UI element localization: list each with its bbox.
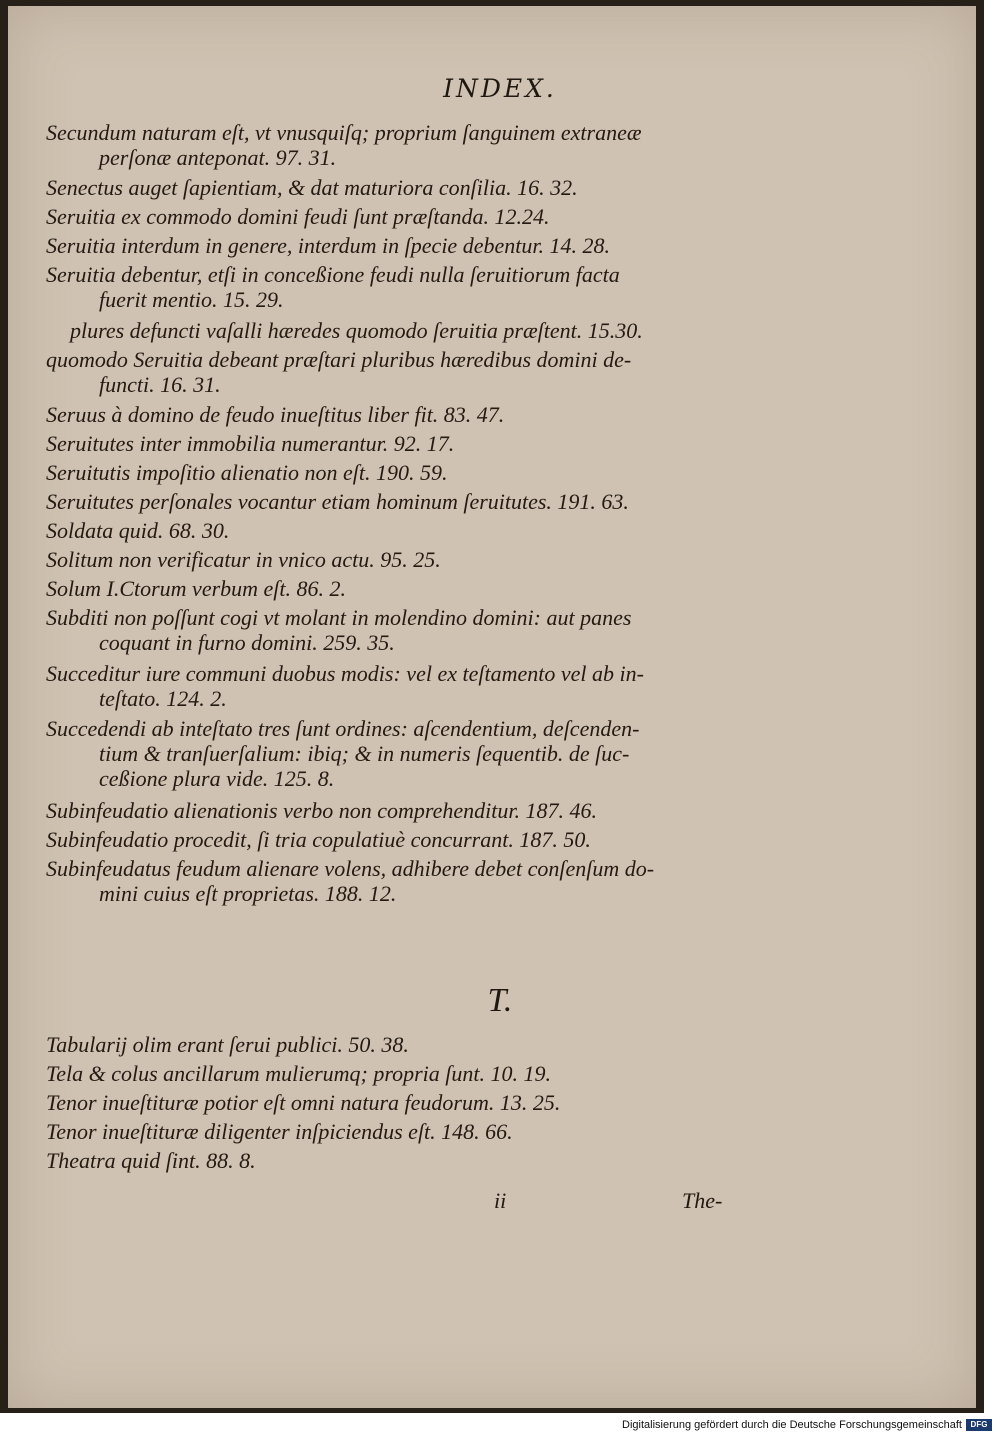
entry-line: Subinfeudatus feudum alienare volens, adhibere debet conſenſum do- <box>46 855 655 881</box>
entry-line: Seruitia ex commodo domini feudi ſunt præſtanda. 12.24. <box>46 204 550 230</box>
dfg-logo: DFG <box>966 1419 992 1431</box>
entry-line: Solum I.Ctorum verbum eſt. 86. 2. <box>46 576 347 602</box>
entry-continuation: mini cuius eſt proprietas. 188. 12. <box>99 880 397 906</box>
section-heading: T. <box>487 982 513 1019</box>
entry-line: Succedendi ab inteſtato tres ſunt ordines: aſcendentium, deſcenden- <box>46 716 640 741</box>
entry-line: Tabularij olim erant ſerui publici. 50. 38. <box>46 1032 409 1057</box>
entry-line: Tela & colus ancillarum mulierumq; propria ſunt. 10. 19. <box>46 1061 551 1086</box>
entry-line: Subinfeudatio procedit, ſi tria copulatiuè concurrant. 187. 50. <box>46 826 591 852</box>
index-entry <box>46 262 751 312</box>
entry-line: Subinfeudatio alienationis verbo non comprehenditur. 187. 46. <box>46 797 597 823</box>
catchword: The- <box>682 1188 723 1213</box>
index-entry <box>46 605 751 655</box>
footer-credit: Digitalisierung gefördert durch die Deutsche Forschungsgemeinschaft <box>622 1419 962 1431</box>
index-entry <box>46 460 751 485</box>
index-entry <box>46 233 751 258</box>
entry-line: Theatra quid ſint. 88. 8. <box>46 1148 256 1173</box>
entry-continuation: ceßione plura vide. 125. 8. <box>99 766 335 791</box>
entry-line: Senectus auget ſapientiam, & dat maturiora conſilia. 16. 32. <box>46 175 578 201</box>
index-entry <box>46 716 751 791</box>
page-title: INDEX. <box>443 74 557 103</box>
index-entry <box>46 1061 751 1086</box>
entry-line: Seruus à domino de feudo inueſtitus liber fit. 83. 47. <box>46 402 505 428</box>
index-entry <box>46 661 751 711</box>
entry-line: plures defuncti vaſalli hæredes quomodo ſeruitia præſtent. 15.30. <box>70 317 643 343</box>
index-entry <box>46 798 751 823</box>
entry-line: Seruitutes inter immobilia numerantur. 92. 17. <box>46 431 455 457</box>
entry-continuation: fuerit mentio. 15. 29. <box>99 287 284 313</box>
index-entry <box>46 204 751 229</box>
index-entry <box>46 518 751 543</box>
index-entry <box>46 856 751 906</box>
entry-continuation: functi. 16. 31. <box>99 371 221 397</box>
entry-continuation: coquant in furno domini. 259. 35. <box>99 630 395 656</box>
index-entry <box>46 1119 751 1144</box>
entry-line: Seruitutes perſonales vocantur etiam hominum ſeruitutes. 191. 63. <box>46 489 629 515</box>
entry-line: Secundum naturam eſt, vt vnusquiſq; proprium ſanguinem extraneæ <box>46 120 642 145</box>
index-entry <box>46 1148 751 1173</box>
index-entry <box>46 402 751 427</box>
entry-line: quomodo Seruitia debeant præſtari pluribus hæredibus domini de- <box>46 346 632 372</box>
entry-continuation: perſonæ anteponat. 97. 31. <box>99 145 337 170</box>
index-entry <box>46 120 751 170</box>
entry-line: Soldata quid. 68. 30. <box>46 518 230 544</box>
entry-continuation: teſtato. 124. 2. <box>99 685 227 711</box>
entry-line: Tenor inueſtituræ potior eſt omni natura feudorum. 13. 25. <box>46 1090 561 1115</box>
index-entry <box>46 175 751 200</box>
index-entry <box>46 547 751 572</box>
entry-continuation: tium & tranſuerſalium: ibiq; & in numeris ſequentib. de ſuc- <box>99 741 630 766</box>
index-entry <box>46 827 751 852</box>
index-entry <box>46 1090 751 1115</box>
entry-line: Solitum non verificatur in vnico actu. 95. 25. <box>46 547 441 573</box>
index-entry <box>46 489 751 514</box>
signature-mark: ii <box>494 1188 507 1213</box>
entry-line: Succeditur iure communi duobus modis: vel ex teſtamento vel ab in- <box>46 660 644 686</box>
entry-line: Seruitia debentur, etſi in conceßione feudi nulla ſeruitiorum facta <box>46 262 620 288</box>
index-entry <box>70 318 775 343</box>
index-entry <box>46 347 751 397</box>
entry-line: Subditi non poſſunt cogi vt molant in molendino domini: aut panes <box>46 605 632 631</box>
index-entry <box>46 431 751 456</box>
index-entry <box>46 576 751 601</box>
entry-line: Seruitutis impoſitio alienatio non eſt. 190. 59. <box>46 460 448 486</box>
index-entry <box>46 1032 751 1057</box>
entry-line: Tenor inueſtituræ diligenter inſpiciendus eſt. 148. 66. <box>46 1119 513 1144</box>
entry-line: Seruitia interdum in genere, interdum in ſpecie debentur. 14. 28. <box>46 233 610 259</box>
